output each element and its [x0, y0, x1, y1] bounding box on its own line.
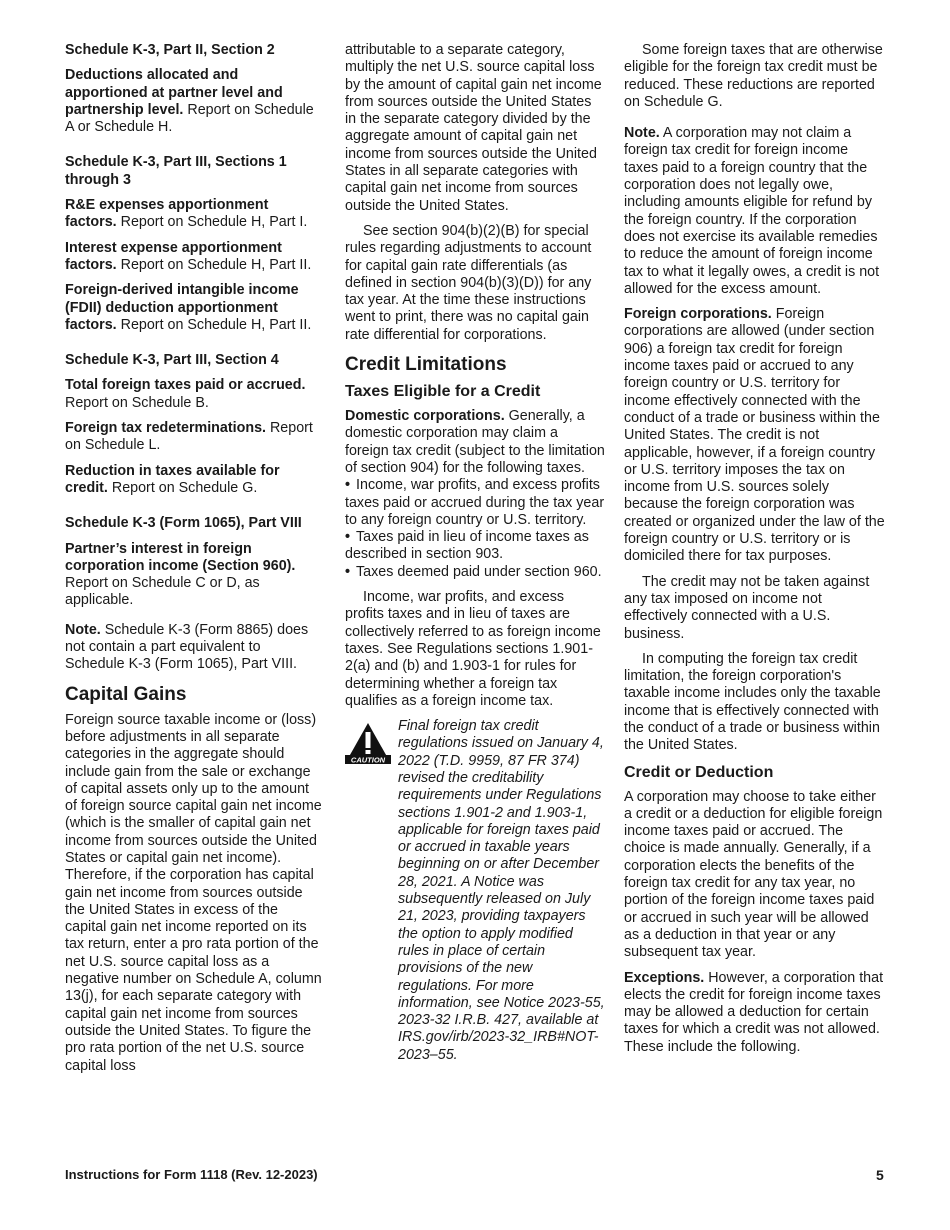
bullet-text: Taxes paid in lieu of income taxes as described in section 903.	[345, 529, 589, 563]
caution-text: Final foreign tax credit regulations issued on January 4, 2022 (T.D. 9959, 87 FR 374) revised the creditability requirements under Regulations sections 1.901-2 and 1.903-1, applicable for foreign taxes paid or accrued in taxable years beginning on or after December 28, 2021. A Notice was subsequently released on July 21, 2023, providing taxpayers the option to apply modified rules in place of certain provisions of the new regulations. For more information, see Notice 2023-55, 2023-32 I.R.B. 427, available at IRS.gov/irb/2023-32_IRB#NOT-2023–55.	[398, 718, 605, 1063]
note-paragraph	[624, 125, 886, 298]
continued-paragraph: attributable to a separate category, multiply the net U.S. source capital loss by the amount of capital gain net income from sources outside the United States in the separate category divided by the aggregate amount of capital gain net income from sources outside the United States in all separate categories with capital gain net income from sources outside the United States.	[345, 42, 602, 214]
paragraph-text: Report on Schedule B.	[65, 394, 209, 411]
bullet-icon: •	[345, 477, 351, 494]
bullet-icon: •	[345, 529, 351, 546]
section-heading: Schedule K-3, Part III, Sections 1 through 3	[65, 154, 287, 188]
credit-limitations-heading: Credit Limitations	[345, 354, 507, 376]
note-text: A corporation may not claim a foreign tax credit for foreign income taxes paid to a foreign country that the corporation does not legally owe, including amounts eligible for refund by the foreign country. If the corporation does not exercise its available remedies to reduce the amount of foreign income tax to what it legally owes, a credit is not allowed for the excess amount.	[624, 125, 880, 297]
paragraph-text: Report on Schedule H, Part II.	[116, 316, 312, 333]
paragraph-text: Report on Schedule C or D, as applicable.	[65, 575, 260, 609]
paragraph-lead: R&E expenses apportionment factors.	[65, 197, 269, 231]
paragraph: See section 904(b)(2)(B) for special rules regarding adjustments to account for capital gain rate differentials (as defined in section 904(b)(3)(D)) for any tax year. At the time these instructions went to print, there was no capital gain rate differential for corporations.	[345, 222, 592, 343]
section-heading: Schedule K-3, Part III, Section 4	[65, 352, 279, 369]
note-lead: Note.	[65, 621, 101, 638]
paragraph-lead: Interest expense apportionment factors.	[65, 239, 282, 273]
credit-or-deduction-heading: Credit or Deduction	[624, 763, 774, 781]
paragraph-lead: Partner’s interest in foreign corporation income (Section 960).	[65, 540, 296, 574]
paragraph-lead: Foreign-derived intangible income (FDII) deduction apportionment factors.	[65, 282, 299, 333]
paragraph: Income, war profits, and excess profits taxes and in lieu of taxes are collectively referred to as foreign income taxes. See Regulations sections 1.901-2(a) and (b) and 1.903-1 for rules for determining whether a foreign tax qualifies as a foreign income tax.	[345, 589, 601, 709]
paragraph: A corporation may choose to take either a credit or a deduction for eligible foreign income taxes paid or accrued. The choice is made annually. Generally, if a corporation elects the benefits of the foreign tax credit for any tax year, no portion of the foreign income taxes paid or accrued in such year will be allowed as a deduction in that year or any subsequent tax year.	[624, 788, 883, 961]
paragraph-text: Report on Schedule L.	[65, 420, 313, 454]
paragraph: Some foreign taxes that are otherwise eligible for the foreign tax credit must be reduced. These reductions are reported on Schedule G.	[624, 42, 883, 110]
paragraph	[624, 970, 886, 1056]
paragraph	[65, 377, 323, 412]
paragraph-lead: Deductions allocated and apportioned at partner level and partnership level.	[65, 67, 283, 118]
paragraph-lead: Reduction in taxes available for credit.	[65, 462, 280, 496]
paragraph-text: Generally, a domestic corporation may claim a foreign tax credit (subject to the limitation of section 904) for the following taxes.	[345, 408, 605, 476]
capital-gains-paragraph: Foreign source taxable income or (loss) before adjustments in all separate categories in the aggregate should include gain from the sale or exchange of capital assets only up to the amount of foreign source capital gain net income (which is the smaller of capital gain net income from sources outside the United States or capital gain net income). Therefore, if the corporation has capital gain net income from sources outside the United States in excess of the capital gain net income reported on its tax return, enter a pro rata portion of the net U.S. source capital loss as a negative number on Schedule A, column 13(j), for each separate category with capital gain net income from sources outside the United States. To figure the pro rata portion of the net U.S. source capital loss	[65, 711, 322, 1074]
bullet-text: Taxes deemed paid under section 960.	[356, 563, 602, 580]
caution-exclamation-bar	[366, 732, 371, 748]
paragraph	[65, 463, 323, 498]
paragraph-text: However, a corporation that elects the credit for foreign income taxes may be allowed a deduction for certain taxes for which a credit was not allowed. These include the following.	[624, 969, 884, 1055]
paragraph	[65, 197, 323, 232]
caution-icon-label: CAUTION	[350, 755, 386, 765]
paragraph-lead: Exceptions.	[624, 969, 705, 986]
paragraph	[624, 306, 886, 565]
paragraph-text: Report on Schedule A or Schedule H.	[65, 101, 314, 136]
paragraph	[65, 420, 323, 455]
paragraph	[345, 408, 605, 477]
taxes-eligible-heading: Taxes Eligible for a Credit	[345, 383, 541, 401]
page-number: 5	[876, 1167, 884, 1183]
paragraph-lead: Foreign tax redeterminations.	[65, 420, 266, 437]
bullet-item	[345, 564, 605, 581]
paragraph-text: Report on Schedule H, Part II.	[116, 256, 312, 273]
paragraph	[65, 240, 323, 275]
note-lead: Note.	[624, 125, 660, 142]
paragraph-lead: Domestic corporations.	[345, 408, 505, 425]
column-left	[65, 42, 323, 1083]
bullet-icon: •	[345, 563, 351, 580]
paragraph	[65, 67, 323, 136]
caution-exclamation-dot	[366, 750, 371, 754]
paragraph	[65, 282, 323, 334]
column-right	[624, 42, 886, 1064]
paragraph-lead: Foreign corporations.	[624, 306, 772, 323]
bullet-item	[345, 477, 605, 529]
section-heading: Schedule K-3 (Form 1065), Part VIII	[65, 515, 302, 532]
paragraph-text: Foreign corporations are allowed (under section 906) a foreign tax credit for foreign income taxes paid or accrued to any foreign country or U.S. territory for income effectively connected with the conduct of a trade or business within the United States. The credit is not applicable, however, if a foreign country or U.S. territory imposes the tax on income from U.S. sources solely because the foreign corporation was created or organized under the law of the foreign country or U.S. territory or is domiciled there for tax purposes.	[624, 306, 885, 565]
caution-icon	[345, 722, 391, 764]
note-paragraph	[65, 622, 323, 674]
column-middle	[345, 42, 605, 1064]
paragraph: In computing the foreign tax credit limitation, the foreign corporation's taxable income includes only the taxable income that is effectively connected with the conduct of a trade or business within the United States.	[624, 650, 881, 754]
note-text: Schedule K-3 (Form 8865) does not contain a part equivalent to Schedule K-3 (Form 1065), Part VIII.	[65, 621, 309, 673]
paragraph	[65, 541, 323, 610]
bullet-item	[345, 529, 605, 564]
paragraph: The credit may not be taken against any tax imposed on income not effectively connected with a U.S. business.	[624, 573, 870, 642]
paragraph-lead: Total foreign taxes paid or accrued.	[65, 377, 306, 394]
paragraph-text: Report on Schedule G.	[107, 479, 258, 496]
paragraph-text: Report on Schedule H, Part I.	[116, 214, 308, 231]
bullet-text: Income, war profits, and excess profits taxes paid or accrued during the tax year to any foreign country or U.S. territory.	[345, 477, 605, 528]
footer-form-title: Instructions for Form 1118 (Rev. 12-2023)	[65, 1167, 318, 1182]
capital-gains-heading: Capital Gains	[65, 683, 187, 705]
caution-box	[345, 718, 605, 1064]
section-heading: Schedule K-3, Part II, Section 2	[65, 42, 275, 58]
